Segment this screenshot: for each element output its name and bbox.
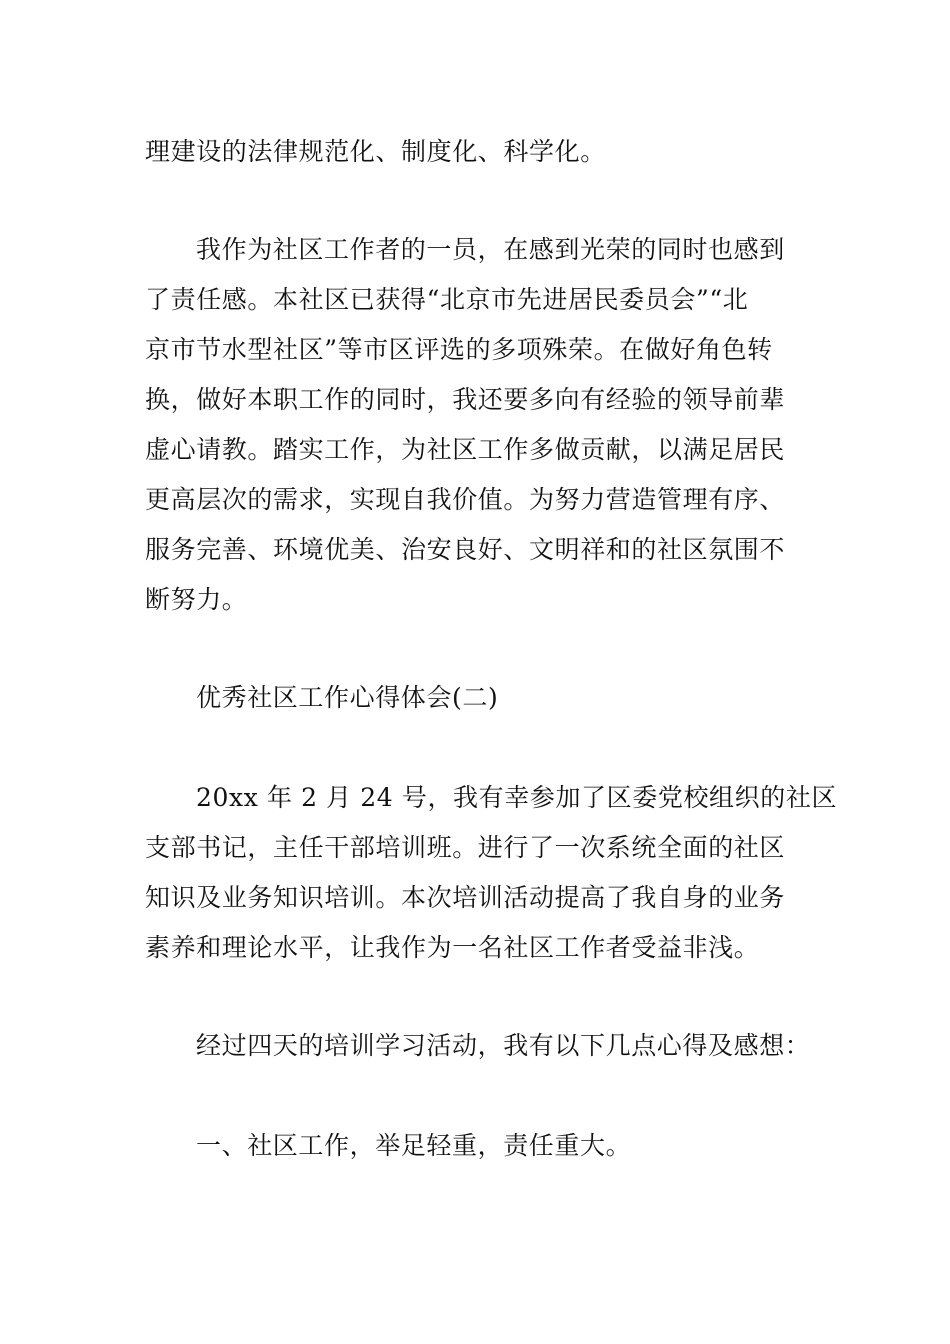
paragraph-line: 断努力。 [145,585,248,614]
paragraph-line: 了责任感。本社区已获得“北京市先进居民委员会”“北 [145,285,749,314]
paragraph-line: 经过四天的培训学习活动，我有以下几点心得及感想： [196,1031,811,1060]
paragraph-line: 知识及业务知识培训。本次培训活动提高了我自身的业务 [145,883,786,912]
paragraph-line: 20xx 年 2 月 24 号，我有幸参加了区委党校组织的社区 [196,783,838,812]
paragraph-line: 换，做好本职工作的同时，我还要多向有经验的领导前辈 [145,385,786,414]
paragraph-line: 更高层次的需求，实现自我价值。为努力营造管理有序、 [145,485,786,514]
paragraph-line: 支部书记，主任干部培训班。进行了一次系统全面的社区 [145,833,786,862]
paragraph-line: 虚心请教。踏实工作，为社区工作多做贡献，以满足居民 [145,435,786,464]
paragraph-line: 素养和理论水平，让我作为一名社区工作者受益非浅。 [145,933,760,962]
section-heading: 优秀社区工作心得体会(二) [196,683,499,712]
paragraph-line: 服务完善、环境优美、治安良好、文明祥和的社区氛围不 [145,535,786,564]
list-item-heading: 一、社区工作，举足轻重，责任重大。 [196,1131,632,1160]
paragraph-line: 京市节水型社区”等市区评选的多项殊荣。在做好角色转 [145,335,773,364]
paragraph-line: 理建设的法律规范化、制度化、科学化。 [145,137,606,166]
paragraph-line: 我作为社区工作者的一员，在感到光荣的同时也感到 [196,235,785,264]
